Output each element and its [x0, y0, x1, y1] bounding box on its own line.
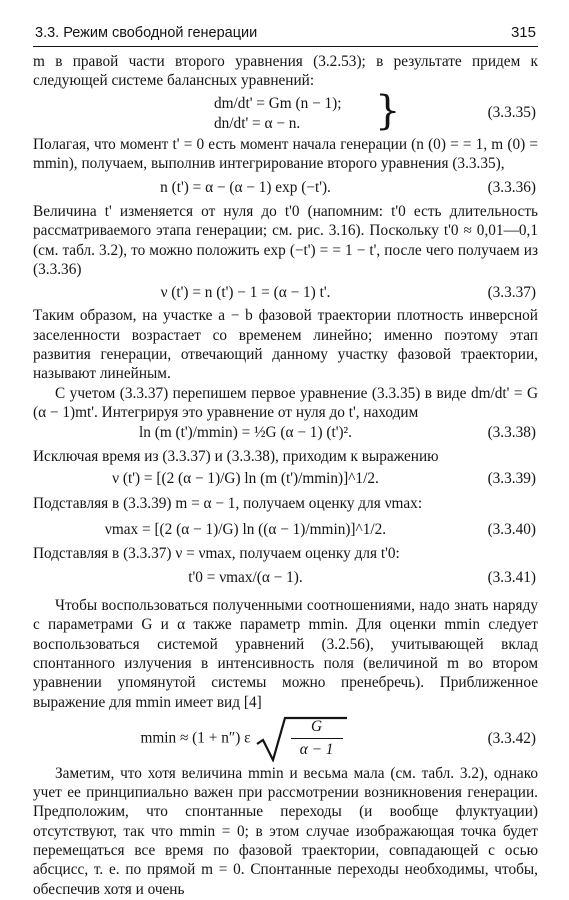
equation: [33, 177, 538, 198]
equation-formula: ln (m (t')/mmin) = ½G (α − 1) (t')².: [139, 424, 352, 442]
paragraph: m в правой части второго уравнения (3.2.53); в результате придем к следующей системе балансных уравнений:: [33, 53, 538, 90]
page-body: [33, 52, 538, 899]
paragraph: Полагая, что момент t' = 0 есть момент начала генерации (n (0) = = 1, m (0) = mmin), получаем, выполнив интегрирование второго уравнения (3.3.35),: [33, 135, 538, 172]
equation: [33, 519, 538, 540]
fraction-bar: [291, 738, 343, 739]
equation-formula: ν (t') = [(2 (α − 1)/G) ln (m (t')/mmin)]^1/2.: [112, 470, 379, 488]
paragraph: Исключая время из (3.3.37) и (3.3.38), приходим к выражению: [33, 448, 439, 466]
page-number: 315: [510, 24, 536, 41]
fraction: [291, 718, 343, 759]
equation-formula: n (t') = α − (α − 1) exp (−t').: [160, 179, 331, 197]
paragraph: Заметим, что хотя величина mmin и весьма мала (см. табл. 3.2), однако учет ее принципиально важен при рассмотрении возникновения генерации. Предположим, что спонтанные переходы (и вообще флуктуации) отсутствуют, так что mmin = 0; в этом случае изображающая точка будет перемещаться все время по фазовой траектории, совпадающей с осью абсцисс, т. е. по прямой m = 0. Спонтанные переходы необходимы, чтобы, обеспечив хотя и очень: [33, 764, 538, 898]
equation-number: (3.3.39): [487, 470, 536, 488]
paragraph: Таким образом, на участке a − b фазовой траектории плотность инверсной заселенности возрастает со временем линейно; именно поэтому этап развития генерации, отвечающий данному участку фазовой траектории, называют линейным.: [33, 307, 538, 383]
running-header: [33, 24, 538, 47]
numerator: G: [311, 717, 323, 735]
equation-formula: [33, 716, 458, 762]
book-page: [33, 24, 538, 899]
equation: [33, 714, 538, 764]
equation: [33, 468, 538, 489]
paragraph: Величина t' изменяется от нуля до t'0 (напомним: t'0 есть длительность рассматриваемого этапа генерации; см. рис. 3.16). Поскольку t'0 ≈ 0,01—0,1 (см. табл. 3.2), то можно положить exp (−t') = = 1 − t', после чего получаем из (3.3.36): [33, 203, 538, 279]
equation-formula: t'0 = νmax/(α − 1).: [188, 569, 303, 587]
right-brace: }: [375, 87, 401, 134]
equation-number: (3.3.40): [487, 520, 536, 538]
equation-number: (3.3.41): [487, 569, 536, 587]
paragraph: Подставляя в (3.3.39) m = α − 1, получаем оценку для νmax:: [33, 495, 423, 513]
equation: [33, 422, 538, 443]
equation-lines: [214, 94, 342, 134]
section-title: 3.3. Режим свободной генерации: [35, 25, 258, 41]
denominator: α − 1: [299, 740, 334, 758]
equation-system: [33, 87, 538, 135]
paragraph: Чтобы воспользоваться полученными соотношениями, надо знать наряду с параметрами G и α также параметр mmin. Для оценки mmin следует воспользоваться системой уравнений (3.2.56), учитывающей вклад спонтанного излучения в интенсивность поля (величиной m во втором уравнении упомянутой системы можно пренебречь). Приближенное выражение для mmin имеет вид [4]: [33, 597, 538, 711]
paragraph: С учетом (3.3.37) перепишем первое уравнение (3.3.35) в виде dm/dt' = G (α − 1)mt'. Интегрируя это уравнение от нуля до t', находим: [33, 384, 538, 421]
equation-number: (3.3.42): [487, 729, 536, 747]
equation-line: dm/dt' = Gm (n − 1);: [214, 94, 342, 112]
equation-line: dn/dt' = α − n.: [214, 114, 301, 132]
equation-number: (3.3.36): [487, 179, 536, 197]
square-root: [251, 716, 351, 762]
equation-number: (3.3.37): [487, 284, 536, 302]
paragraph: Подставляя в (3.3.37) ν = νmax, получаем оценку для t'0:: [33, 544, 400, 562]
equation: [33, 282, 538, 303]
equation-lhs: mmin ≈ (1 + n″) ε: [140, 729, 251, 747]
equation-number: (3.3.35): [487, 103, 536, 121]
equation: [33, 567, 538, 588]
equation-formula: νmax = [(2 (α − 1)/G) ln ((α − 1)/mmin)]^1/2.: [104, 520, 387, 538]
equation-number: (3.3.38): [487, 424, 536, 442]
equation-formula: ν (t') = n (t') − 1 = (α − 1) t'.: [160, 284, 331, 302]
